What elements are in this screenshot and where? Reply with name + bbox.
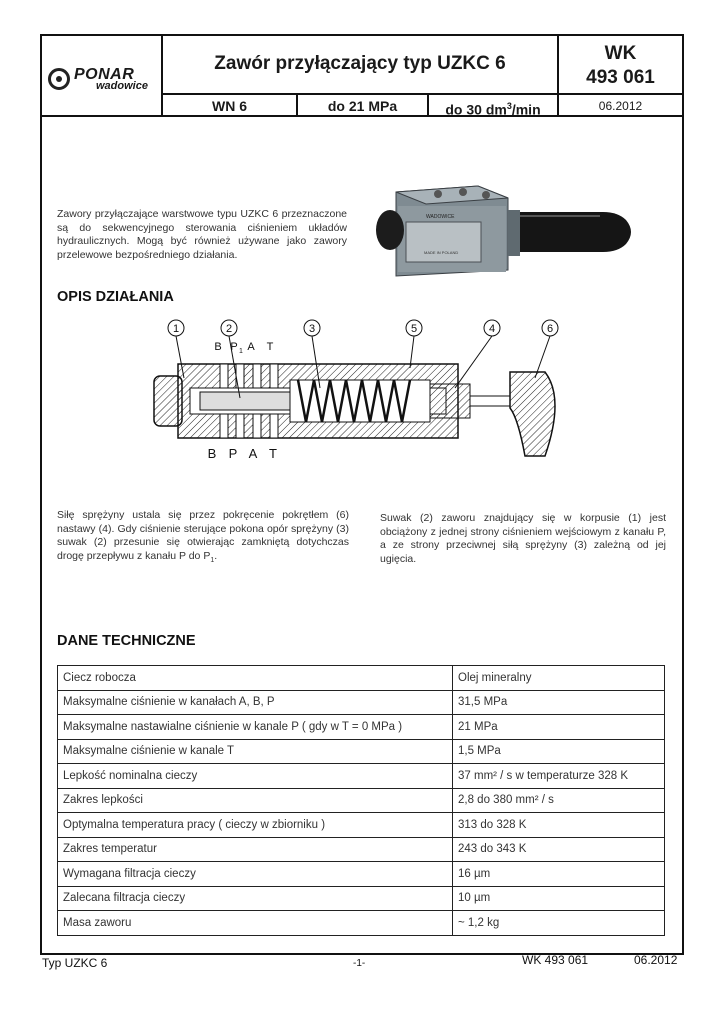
table-cell-label: Masa zaworu	[58, 911, 453, 936]
callout-1: 1	[172, 323, 180, 335]
logo-subtitle: wadowice	[96, 80, 148, 92]
header-date: 06.2012	[598, 99, 643, 113]
footer-code: WK 493 061	[522, 953, 589, 967]
section-heading-opis: OPIS DZIAŁANIA	[57, 289, 174, 305]
port-bottom-p: P	[228, 446, 238, 461]
pressure-cell: do 21 MPa	[298, 95, 429, 117]
table-cell-label: Zalecana filtracja cieczy	[58, 886, 453, 911]
table-cell-label: Maksymalne ciśnienie w kanale T	[58, 739, 453, 764]
port-bottom-a: A	[248, 446, 258, 461]
port-bottom-b: B	[207, 446, 217, 461]
table-row	[58, 911, 665, 936]
table-row	[58, 837, 665, 862]
table-cell-label: Optymalna temperatura pracy ( cieczy w zbiorniku )	[58, 813, 453, 838]
description-left	[57, 509, 349, 567]
port-top-p: P	[230, 341, 238, 353]
code-cell	[559, 36, 682, 95]
document-code	[559, 42, 682, 90]
logo-name: PONAR	[74, 66, 135, 83]
technical-data-table	[57, 665, 665, 936]
table-row	[58, 764, 665, 789]
port-top-t: T	[266, 341, 274, 353]
table-cell-value: 37 mm² / s w temperaturze 328 K	[453, 764, 665, 789]
table-row	[58, 862, 665, 887]
table-cell-value: 21 MPa	[453, 715, 665, 740]
code-line-2: 493 061	[586, 67, 655, 88]
table-row	[58, 886, 665, 911]
callout-2: 2	[225, 323, 233, 335]
table-cell-value: ~ 1,2 kg	[453, 911, 665, 936]
callout-5: 5	[410, 323, 418, 335]
title-cell	[163, 36, 559, 95]
table-row	[58, 666, 665, 691]
description-left-text: Siłę sprężyny ustala się przez pokręcenie pokrętłem (6) nastawy (4). Gdy ciśnienie sterujące pokona opór sprężyny (3) suwak (2) przesunie się otwierając zamkniętą dotychczas drogę przepływu z kanału P do P	[57, 509, 349, 562]
photo-label-bottom: MADE IN POLAND	[424, 250, 459, 255]
document-title: Zawór przyłączający typ UZKC 6	[214, 53, 506, 74]
port-top-b: B	[214, 341, 222, 353]
callout-3: 3	[308, 323, 316, 335]
flow-prefix: do 30 dm	[445, 101, 507, 118]
code-line-1: WK	[604, 43, 637, 64]
table-cell-value: 1,5 MPa	[453, 739, 665, 764]
footer-type: Typ UZKC 6	[42, 956, 108, 970]
product-photo	[368, 180, 668, 280]
table-cell-value: 16 µm	[453, 862, 665, 887]
table-cell-value: 31,5 MPa	[453, 690, 665, 715]
table-cell-label: Maksymalne ciśnienie w kanałach A, B, P	[58, 690, 453, 715]
table-cell-value: 313 do 328 K	[453, 813, 665, 838]
table-cell-label: Lepkość nominalna cieczy	[58, 764, 453, 789]
table-cell-value: 2,8 do 380 mm² / s	[453, 788, 665, 813]
table-cell-value: Olej mineralny	[453, 666, 665, 691]
description-left-sub: 1	[210, 556, 215, 564]
port-bottom-t: T	[269, 446, 277, 461]
table-cell-label: Maksymalne nastawialne ciśnienie w kanale P ( gdy w T = 0 MPa )	[58, 715, 453, 740]
footer-page-number: -1-	[353, 958, 366, 969]
port-top-a: A	[247, 341, 255, 353]
table-row	[58, 715, 665, 740]
intro-text: Zawory przyłączające warstwowe typu UZKC 6 przeznaczone są do sekwencyjnego sterowania ciśnieniem układów hydraulicznych. Mogą być również używane jako zawory przelewowe bezpośredniego działania.	[57, 208, 347, 261]
table-cell-label: Zakres temperatur	[58, 837, 453, 862]
ponar-logo	[48, 66, 160, 92]
flow-suffix: /min	[511, 101, 541, 118]
table-cell-label: Wymagana filtracja cieczy	[58, 862, 453, 887]
photo-label-top: WADOWICE	[426, 214, 455, 220]
table-cell-value: 243 do 343 K	[453, 837, 665, 862]
callout-6: 6	[546, 323, 554, 335]
flow-sup: 3	[506, 101, 512, 111]
port-top-p-sub: 1	[239, 348, 243, 355]
description-right: Suwak (2) zaworu znajdujący się w korpusie (1) jest obciążony z jednej strony ciśnieniem wejściowym z kanału P, a ze strony przeciwnej siłą sprężyny (3) zależną od jej ugięcia.	[380, 512, 666, 565]
logo-circle-icon	[48, 68, 70, 90]
callout-4: 4	[488, 323, 496, 335]
cross-section-diagram	[140, 318, 580, 468]
section-heading-dane: DANE TECHNICZNE	[57, 633, 196, 649]
table-cell-label: Ciecz robocza	[58, 666, 453, 691]
description-left-end: .	[214, 549, 218, 562]
standard-cell: WN 6	[163, 95, 298, 117]
footer-date: 06.2012	[634, 953, 678, 967]
logo-cell	[42, 36, 163, 117]
table-row	[58, 788, 665, 813]
table-cell-label: Zakres lepkości	[58, 788, 453, 813]
table-row	[58, 690, 665, 715]
flow-cell	[429, 95, 559, 117]
table-row	[58, 813, 665, 838]
table-row	[58, 739, 665, 764]
table-cell-value: 10 µm	[453, 886, 665, 911]
